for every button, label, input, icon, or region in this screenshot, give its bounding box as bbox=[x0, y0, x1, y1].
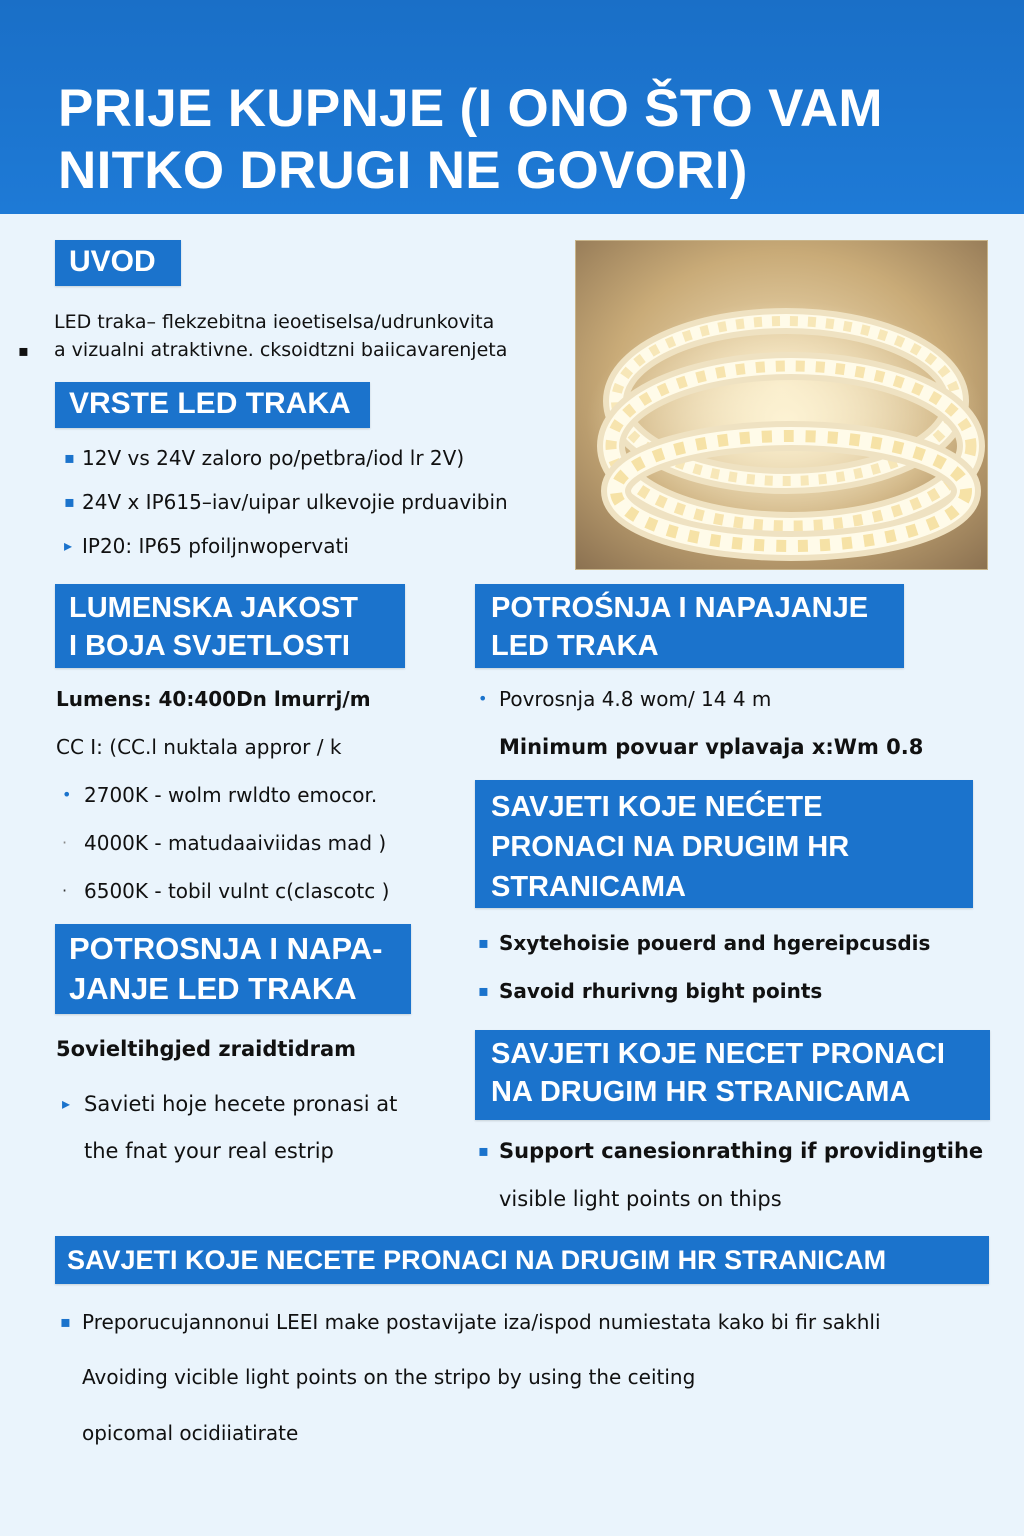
potrosnja-top-item-2: Minimum povuar vplavaja x:Wm 0.8 bbox=[499, 735, 924, 759]
potrosnja-left-item-line1: Savieti hoje hecete pronasi at bbox=[84, 1092, 398, 1116]
savjeti2-item-line1: Support canesionrathing if providingtihe bbox=[499, 1139, 984, 1163]
bullet-icon: ▪ bbox=[478, 933, 489, 952]
page-title bbox=[58, 78, 988, 202]
lumen-item-2: 4000K - matudaaiviidas mad ) bbox=[84, 831, 387, 855]
lumen-item-3: 6500K - tobil vulnt c(clascotc ) bbox=[84, 879, 390, 903]
lumen-lumens: Lumens: 40:400Dn lmurrj/m bbox=[56, 687, 371, 711]
potrosnja-top-heading bbox=[475, 584, 904, 668]
page-title-line1: PRIJE KUPNJE (I ONO ŠTO VAM bbox=[58, 79, 883, 138]
savjeti1-heading bbox=[475, 780, 973, 908]
vrste-item-3: IP20: IP65 pfoiljnwopervati bbox=[82, 534, 349, 558]
bullet-icon: ▪ bbox=[64, 492, 75, 511]
bullet-icon: ▸ bbox=[64, 536, 73, 555]
savjeti1-item-2: Savoid rhurivng bight points bbox=[499, 979, 823, 1003]
lumen-heading-line1: LUMENSKA JAKOST bbox=[69, 592, 358, 624]
savjeti2-heading bbox=[475, 1030, 990, 1120]
page-title-line2: NITKO DRUGI NE GOVORI) bbox=[58, 141, 748, 200]
bullet-icon: • bbox=[62, 785, 72, 804]
savjeti1-heading-line1: SAVJETI KOJE NEĆETE bbox=[491, 791, 823, 823]
potrosnja-left-item-line2: the fnat your real estrip bbox=[84, 1139, 334, 1163]
savjeti2-item-line2: visible light points on thips bbox=[499, 1187, 782, 1211]
savjeti2-heading-line2: NA DRUGIM HR STRANICAMA bbox=[491, 1076, 911, 1108]
bullet-icon: · bbox=[62, 881, 68, 900]
savjeti3-line3: opicomal ocidiiatirate bbox=[82, 1421, 299, 1445]
bullet-icon: • bbox=[478, 689, 488, 708]
savjeti1-heading-line2: PRONACI NA DRUGIM HR bbox=[491, 831, 850, 863]
uvod-text-line2: a vizualni atraktivne. cksoidtzni baiicavarenjeta bbox=[54, 339, 508, 361]
savjeti1-heading-line3: STRANICAMA bbox=[491, 871, 686, 903]
savjeti3-heading bbox=[55, 1236, 989, 1284]
led-strip-photo bbox=[575, 240, 988, 570]
bullet-icon: · bbox=[62, 833, 68, 852]
potrosnja-left-heading bbox=[55, 924, 411, 1014]
bullet-icon: ▪ bbox=[64, 448, 75, 467]
savjeti3-line1: Preporucujannonui LEEI make postavijate iza/ispod numiestata kako bi fir sakhli bbox=[82, 1310, 881, 1334]
bullet-icon: ▪ bbox=[478, 981, 489, 1000]
uvod-heading bbox=[55, 240, 181, 286]
lumen-cct: CC I: (CC.l nuktala appror / k bbox=[56, 735, 342, 759]
savjeti3-line2: Avoiding vicible light points on the stripo by using the ceiting bbox=[82, 1365, 696, 1389]
potrosnja-top-heading-line1: POTROŚNJA I NAPAJANJE bbox=[491, 592, 869, 624]
potrosnja-left-line: 5ovieltihgjed zraidtidram bbox=[56, 1037, 357, 1061]
vrste-item-1: 12V vs 24V zaloro po/petbra/iod lr 2V) bbox=[82, 446, 465, 470]
uvod-text-line1: LED traka– flekzebitna ieoetiselsa/udrunkovita bbox=[54, 311, 495, 333]
bullet-icon: ▪ bbox=[60, 1312, 71, 1331]
savjeti3-heading-label: SAVJETI KOJE NECETE PRONACI NA DRUGIM HR STRANICAM bbox=[67, 1245, 887, 1275]
uvod-heading-label: UVOD bbox=[69, 245, 156, 278]
vrste-heading-label: VRSTE LED TRAKA bbox=[69, 387, 351, 420]
bullet-icon: ▪ bbox=[478, 1141, 489, 1160]
page-header bbox=[0, 0, 1024, 214]
potrosnja-top-item-1: Povrosnja 4.8 wom/ 14 4 m bbox=[499, 687, 772, 711]
vrste-item-2: 24V x IP615–iav/uipar ulkevojie prduavibin bbox=[82, 490, 508, 514]
savjeti1-item-1: Sxytehoisie pouerd and hgereipcusdis bbox=[499, 931, 931, 955]
vrste-heading bbox=[55, 382, 370, 428]
bullet-icon: ▪ bbox=[18, 341, 29, 360]
potrosnja-left-heading-line1: POTROSNJA I NAPA- bbox=[69, 931, 383, 966]
savjeti2-heading-line1: SAVJETI KOJE NECET PRONACI bbox=[491, 1038, 945, 1070]
lumen-item-1: 2700K - wolm rwldto emocor. bbox=[84, 783, 378, 807]
potrosnja-left-heading-line2: JANJE LED TRAKA bbox=[69, 971, 357, 1006]
lumen-heading-line2: I BOJA SVJETLOSTI bbox=[69, 630, 350, 662]
lumen-heading bbox=[55, 584, 405, 668]
bullet-icon: ▸ bbox=[62, 1094, 71, 1113]
potrosnja-top-heading-line2: LED TRAKA bbox=[491, 630, 659, 662]
